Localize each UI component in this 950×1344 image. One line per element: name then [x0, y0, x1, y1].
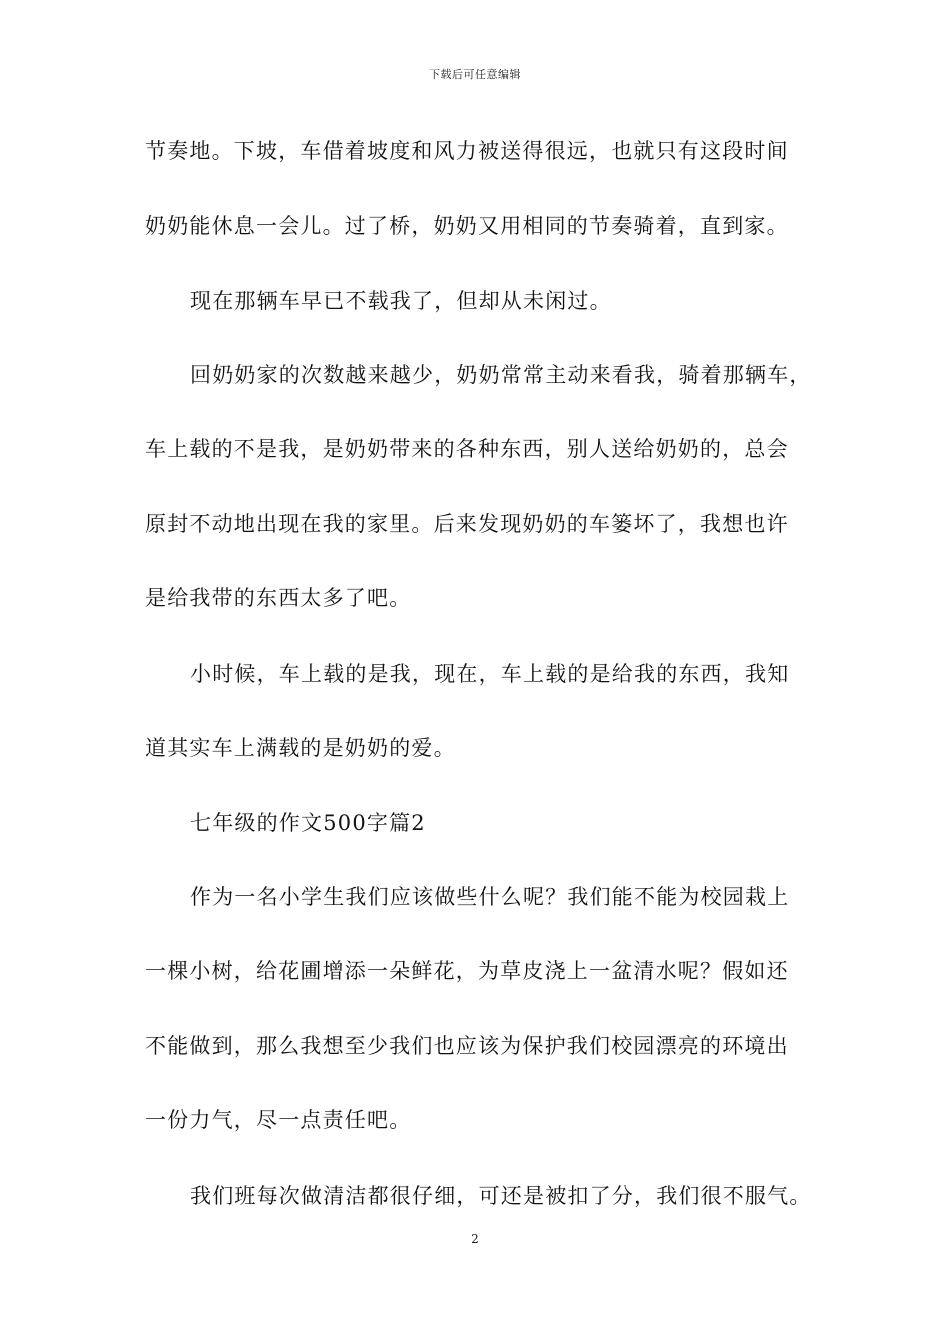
body-line: 不能做到，那么我想至少我们也应该为保护我们校园漂亮的环境出	[145, 1034, 789, 1058]
paragraph-line: 作为一名小学生我们应该做些什么呢？我们能不能为校园栽上	[190, 885, 790, 909]
paragraph-line: 我们班每次做清洁都很仔细，可还是被扣了分，我们很不服气。	[190, 1184, 812, 1208]
body-line: 一份力气，尽一点责任吧。	[145, 1108, 412, 1132]
body-line: 原封不动地出现在我的家里。后来发现奶奶的车篓坏了，我想也许	[145, 512, 789, 536]
paragraph-line: 小时候，车上载的是我，现在，车上载的是给我的东西，我知	[190, 662, 790, 686]
paragraph-line: 回奶奶家的次数越来越少，奶奶常常主动来看我，骑着那辆车，	[190, 363, 812, 387]
body-line: 奶奶能休息一会儿。过了桥，奶奶又用相同的节奏骑着，直到家。	[145, 214, 789, 238]
page-header: 下载后可任意编辑	[429, 68, 521, 81]
page-number: 2	[471, 1232, 479, 1246]
paragraph-line: 现在那辆车早已不载我了，但却从未闲过。	[190, 289, 612, 313]
body-line: 车上载的不是我，是奶奶带来的各种东西，别人送给奶奶的，总会	[145, 437, 789, 461]
body-line: 是给我带的东西太多了吧。	[145, 586, 412, 610]
section-heading: 七年级的作文500字篇2	[190, 811, 426, 835]
body-line: 道其实车上满载的是奶奶的爱。	[145, 736, 456, 760]
body-line: 一棵小树，给花圃增添一朵鲜花，为草皮浇上一盆清水呢？假如还	[145, 959, 789, 983]
body-line: 节奏地。下坡，车借着坡度和风力被送得很远，也就只有这段时间	[145, 139, 789, 163]
